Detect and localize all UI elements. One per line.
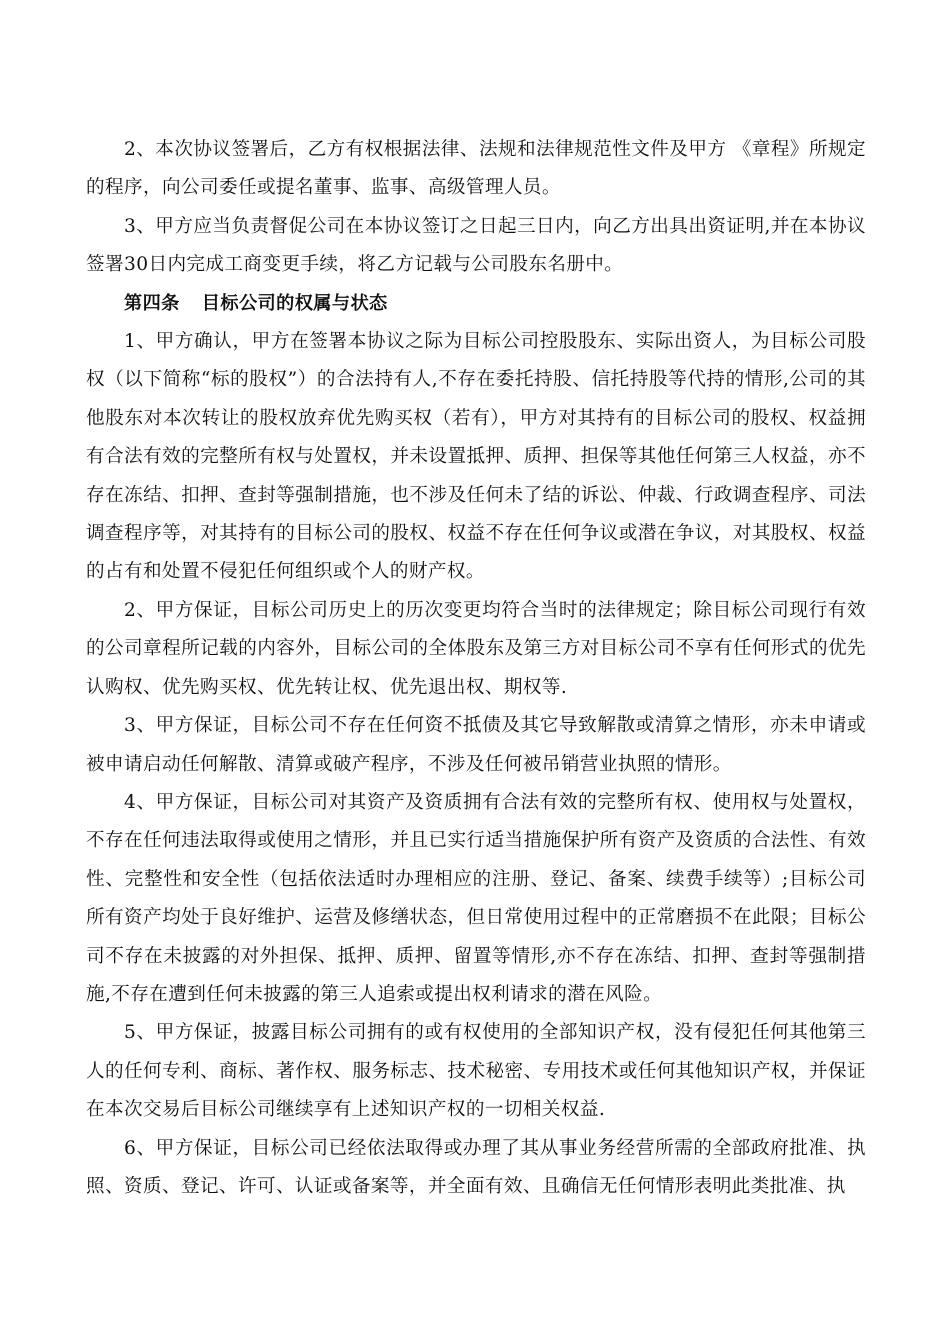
section-number: 第四条: [124, 292, 180, 314]
clause-paragraph: 4、甲方保证，目标公司对其资产及资质拥有合法有效的完整所有权、使用权与处置权，不存在任何违法取得或使用之情形，并且已实行适当措施保护所有资产及资质的合法性、有效性、完整性和安全性（包括依法适时办理相应的注册、登记、备案、续费手续等）;目标公司所有资产均处于良好维护、运营及修缮状态，但日常使用过程中的正常磨损不在此限；目标公司不存在未披露的对外担保、抵押、质押、留置等情形,亦不存在冻结、扣押、查封等强制措施,不存在遭到任何未披露的第三人追索或提出权利请求的潜在风险。: [86, 791, 866, 1005]
clause-paragraph: 2、本次协议签署后，乙方有权根据法律、法规和法律规范性文件及甲方 《章程》所规定的程序，向公司委任或提名董事、监事、高级管理人员。: [86, 139, 866, 199]
clause-paragraph: 1、甲方确认，甲方在签署本协议之际为目标公司控股股东、实际出资人，为目标公司股权（以下简称“标的股权”）的合法持有人,不存在委托持股、信托持股等代持的情形,公司的其他股东对本次转让的股权放弃优先购买权（若有），甲方对其持有的目标公司的股权、权益拥有合法有效的完整所有权与处置权，并未设置抵押、质押、担保等其他任何第三人权益，亦不存在冻结、扣押、查封等强制措施，也不涉及任何未了结的诉讼、仲裁、行政调查程序、司法调查程序等，对其持有的目标公司的股权、权益不存在任何争议或潜在争议，对其股权、权益的占有和处置不侵犯任何组织或个人的财产权。: [86, 331, 866, 583]
clause-paragraph: 6、甲方保证，目标公司已经依法取得或办理了其从事业务经营所需的全部政府批准、执照、资质、登记、许可、认证或备案等，并全面有效、且确信无任何情形表明此类批准、执: [86, 1137, 866, 1197]
section-heading: [86, 285, 866, 323]
clause-paragraph: 2、甲方保证，目标公司历史上的历次变更均符合当时的法律规定；除目标公司现行有效的公司章程所记载的内容外，目标公司的全体股东及第三方对目标公司不享有任何形式的优先认购权、优先购买权、优先转让权、优先退出权、期权等.: [86, 599, 866, 698]
clause-paragraph: 3、甲方应当负责督促公司在本协议签订之日起三日内，向乙方出具出资证明,并在本协议签署30日内完成工商变更手续，将乙方记载与公司股东名册中。: [86, 215, 866, 276]
document-body: [86, 131, 866, 1206]
section-title: 目标公司的权属与状态: [201, 292, 388, 314]
clause-paragraph: 5、甲方保证，披露目标公司拥有的或有权使用的全部知识产权，没有侵犯任何其他第三人的任何专利、商标、著作权、服务标志、技术秘密、专用技术或任何其他知识产权，并保证在本次交易后目标公司继续享有上述知识产权的一切相关权益.: [86, 1022, 866, 1121]
clause-paragraph: 3、甲方保证，目标公司不存在任何资不抵债及其它导致解散或清算之情形，亦未申请或被申请启动任何解散、清算或破产程序，不涉及任何被吊销营业执照的情形。: [86, 715, 866, 775]
